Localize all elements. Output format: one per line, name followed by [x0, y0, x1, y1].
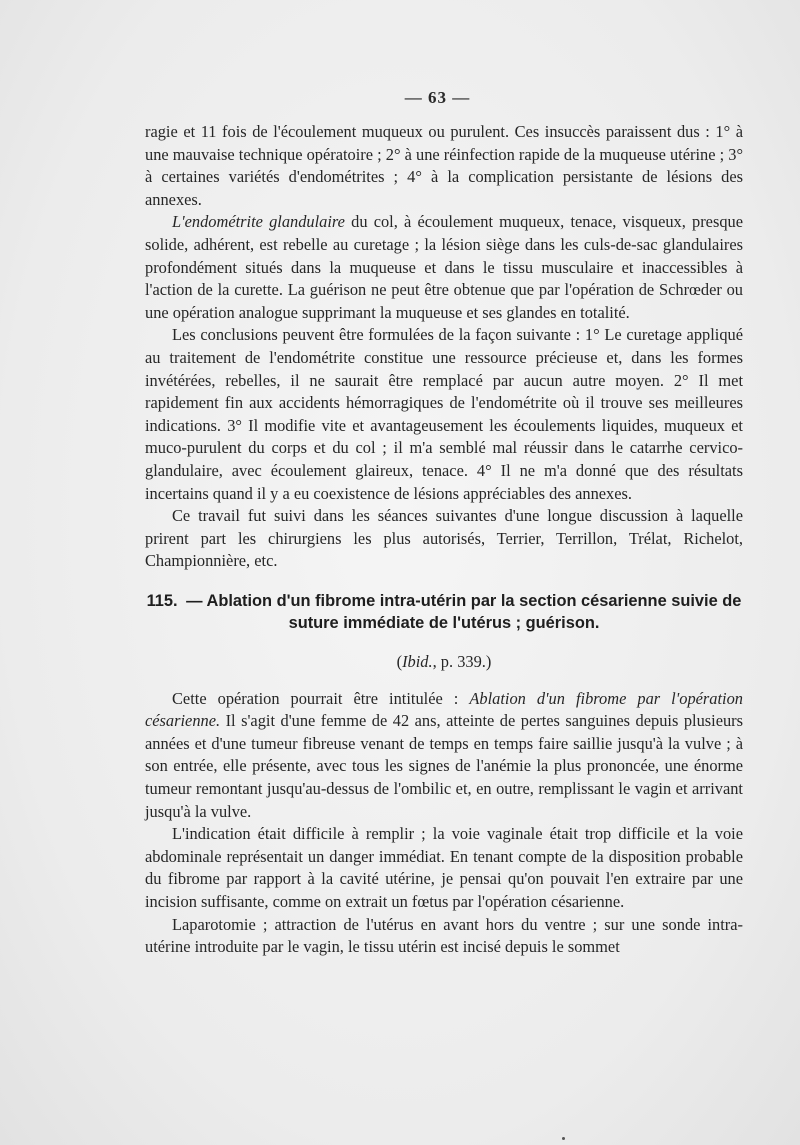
citation-ibid: Ibid.: [402, 652, 433, 672]
paragraph-indication: L'indication était difficile à remplir ; la voie vaginale était trop difficile et la voie abdominale représentait un danger immédiat. En tenant compte de la disposition probable du fibrome par rapport à la cavité utérine, je pensai qu'on pouvait l'en extraire par une incision suffisante, comme on extrait un fœtus par l'opération césarienne.: [145, 824, 743, 911]
paragraph-operation: [145, 688, 743, 824]
citation-close: ): [485, 652, 492, 672]
section-title-text: — Ablation d'un fibrome intra-utérin par la section césarienne suivie de suture immédiate de l'utérus ; guérison.: [186, 591, 742, 633]
page-content: [145, 121, 743, 959]
ink-speck: [562, 1137, 565, 1140]
paragraph-continued: ragie et 11 fois de l'écoulement muqueux ou purulent. Ces insuccès paraissent dus : 1° à une mauvaise technique opératoire ; 2° à une réinfection rapide de la muqueuse utérine ; 3° à certaines variétés d'endométrites ; 4° à la complication persistante de lésions des annexes.: [145, 122, 743, 209]
paragraph-laparotomie: Laparotomie ; attraction de l'utérus en avant hors du ventre ; sur une sonde intra-utérine introduite par le vagin, le tissu utérin est incisé depuis le sommet: [145, 914, 743, 957]
citation: [145, 651, 743, 674]
citation-open: (: [396, 652, 403, 672]
page-number: — 63 —: [404, 88, 471, 107]
paragraph-conclusions: Les conclusions peuvent être formulées de la façon suivante : 1° Le curetage appliqué au traitement de l'endométrite constitue une ressource précieuse et, dans les formes invétérées, rebelles, il ne saurait être remplacé par aucun autre moyen. 2° Il met rapidement fin aux accidents hémorragiques de l'endométrite où il trouve ses meilleures indications. 3° Il modifie vite et avantageusement les écoulements liquides, muqueux et muco-purulent du corps et du col ; il m'a semblé mal réussir dans le catarrhe cervico-glandulaire, avec écoulement glaireux, tenace. 4° Il ne m'a donné que des résultats incertains quand il y a eu coexistence de lésions appréciables des annexes.: [145, 325, 743, 503]
operation-title: Ablation d'un fibrome par l'opération césarienne.: [145, 688, 743, 731]
endometrite-text: du col, à écoulement muqueux, tenace, visqueux, presque solide, adhérent, est rebelle au curetage ; la lésion siège dans les culs-de-sac glandulaires profondément situés dans la muqueuse et dans le tissu musculaire et inaccessibles à l'action de la curette. La guérison ne peut être obtenue que par l'opération de Schrœder ou une opération analogue supprimant la muqueuse et ses glandes en totalité.: [145, 212, 743, 322]
section-number: 115.: [146, 591, 178, 610]
citation-page: , p. 339.: [432, 652, 486, 672]
paragraph-endometrite: [145, 211, 743, 324]
paragraph-discussion: Ce travail fut suivi dans les séances suivantes d'une longue discussion à laquelle prirent part les chirurgiens les plus autorisés, Terrier, Terrillon, Trélat, Richelot, Championnière, etc.: [145, 506, 743, 571]
operation-text: Il s'agit d'une femme de 42 ans, atteinte de pertes sanguines depuis plusieurs années et d'une tumeur fibreuse venant de temps en temps faire saillie jusqu'à la vulve ; à son entrée, elle présente, avec tous les signes de l'anémie la plus prononcée, une énorme tumeur remontant jusqu'au-dessus de l'ombilic et, en outre, remplissant le vagin et arrivant jusqu'à la vulve.: [145, 711, 743, 821]
operation-lead: Cette opération pourrait être intitulée :: [172, 688, 470, 708]
endometrite-term: L'endométrite glandulaire: [172, 212, 345, 232]
section-heading: [145, 590, 743, 635]
